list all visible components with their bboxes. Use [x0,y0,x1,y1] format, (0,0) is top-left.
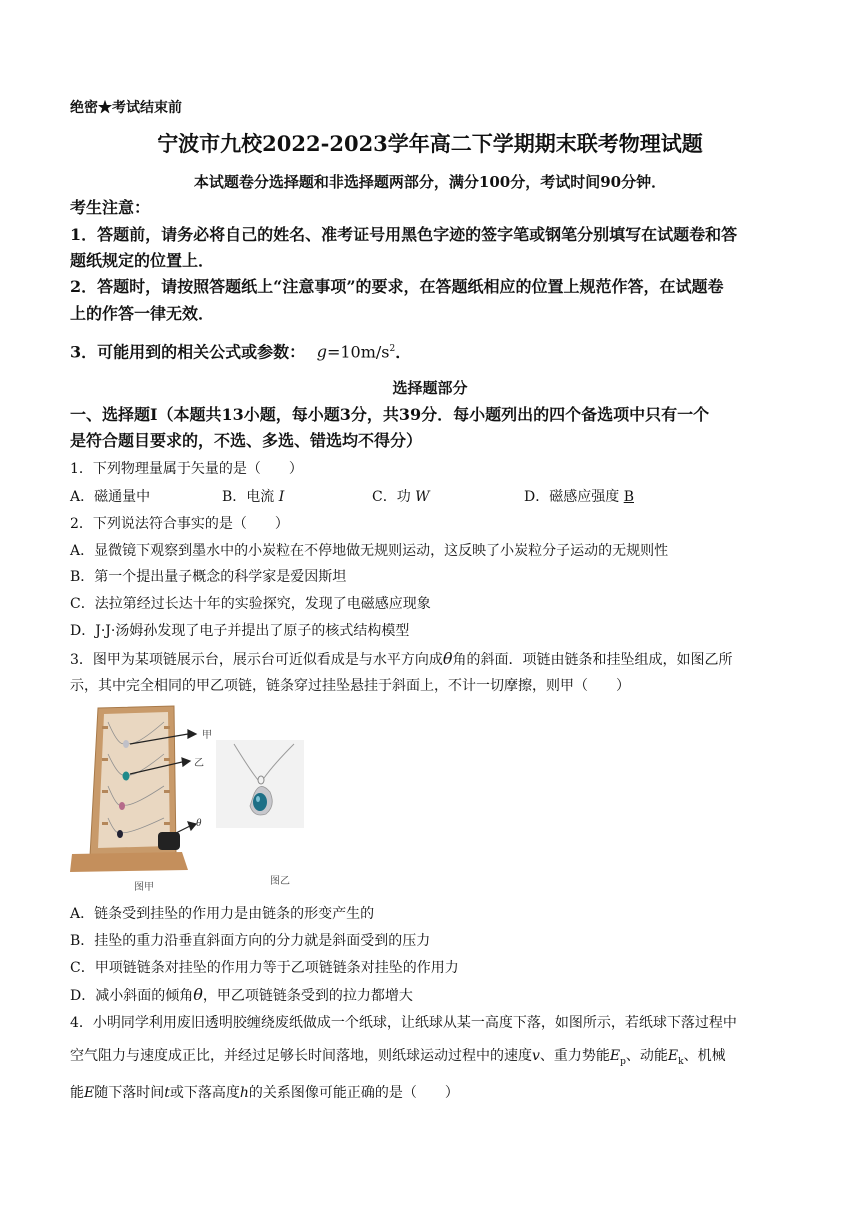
q1-option-c-text: C．功 [372,489,411,505]
q4-line-2-text-3: 、动能 [625,1048,668,1064]
q4-line-2 [70,1046,726,1072]
q1-option-d-var: B [623,489,634,505]
q1-option-d-text: D．磁感应强度 [524,489,620,505]
q4-line-3-text-4: 的关系图像可能正确的是（ ） [248,1085,459,1101]
exam-subtitle: 本试题卷分选择题和非选择题两部分，满分100分，考试时间90分钟． [193,173,667,191]
secret-label: 绝密★考试结束前 [70,100,182,116]
q4-line-3-text-2: 随下落时间 [94,1085,165,1101]
q3-option-d-text-1: D．减小斜面的倾角 [70,988,194,1004]
pendant-closeup-figure [214,740,306,890]
section-name: 选择题部分 [392,379,468,397]
notice-heading: 考生注意： [70,198,151,217]
page-title: 宁波市九校2022-2023学年高二下学期期末联考物理试题 [157,131,703,156]
q1-stem: 1．下列物理量属于矢量的是（ ） [70,461,303,477]
q1-option-c [372,487,430,507]
q4-var-e: E [84,1085,95,1101]
q1-option-b [222,487,284,507]
notice-item-2b: 上的作答一律无效． [70,304,215,323]
q2-option-b: B．第一个提出量子概念的科学家是爱因斯坦 [70,569,347,585]
q4-var-ep: E [609,1048,621,1064]
q4-var-ek: E [667,1048,679,1064]
notice-item-1b: 题纸规定的位置上． [70,251,215,270]
pendant-illustration [214,740,306,890]
fig-label-jia: 甲 [202,730,212,741]
q1-option-d [524,487,634,507]
notice-item-2a: 2．答题时，请按照答题纸上“注意事项”的要求，在答题纸相应的位置上规范作答，在试题卷 [70,277,724,296]
q4-line-1: 4．小明同学利用废旧透明胶缠绕废纸做成一个纸球，让纸球从某一高度下落，如图所示，若纸球下落过程中 [70,1015,737,1031]
notice-item-3-text: 3．可能用到的相关公式或参数： [70,342,306,362]
q4-line-3-text-1: 能 [70,1085,84,1101]
q3-stem-a-text-2: 角的斜面．项链由链条和挂坠组成，如图乙所 [452,652,733,668]
q2-option-a: A．显微镜下观察到墨水中的小炭粒在不停地做无规则运动，这反映了小炭粒分子运动的无规则性 [70,543,669,559]
q3-option-c: C．甲项链链条对挂坠的作用力等于乙项链链条对挂坠的作用力 [70,960,459,976]
q4-var-ek-sub: k [678,1056,684,1067]
q3-option-a: A．链条受到挂坠的作用力是由链条的形变产生的 [70,906,375,922]
formula-sup: 2 [389,344,396,354]
formula-eq: =10m/s [326,342,390,362]
q2-stem: 2．下列说法符合事实的是（ ） [70,516,289,532]
q3-option-d [70,985,413,1006]
fig-label-yi: 乙 [194,758,204,769]
q1-option-b-text: B．电流 [222,489,275,505]
fig-label-theta: θ [196,817,202,829]
q2-option-d: D．J·J·汤姆孙发现了电子并提出了原子的核式结构模型 [70,623,410,639]
notice-item-1a: 1．答题前，请务必将自己的姓名、准考证号用黑色字迹的签字笔或钢笔分别填写在试题卷和答 [70,225,738,244]
q4-line-2-text-4: 、机械 [683,1048,726,1064]
q4-line-3 [70,1083,459,1103]
q2-option-c: C．法拉第经过长达十年的实验探究，发现了电磁感应现象 [70,596,431,612]
q4-var-h: h [239,1085,249,1101]
section-heading-a: 一、选择题Ⅰ（本题共13小题，每小题3分，共39分．每小题列出的四个备选项中只有一个 [70,405,710,424]
q3-option-b: B．挂坠的重力沿垂直斜面方向的分力就是斜面受到的压力 [70,933,431,949]
q3-option-d-theta: θ [193,985,203,1004]
q4-line-3-text-3: 或下落高度 [169,1085,240,1101]
q3-stem-a-text-1: 3．图甲为某项链展示台，展示台可近似看成是与水平方向成 [70,652,443,668]
q4-var-v: v [532,1048,540,1064]
q1-option-c-var: W [415,489,430,505]
q4-line-2-text-2: 、重力势能 [539,1048,610,1064]
q3-stem-a [70,649,733,670]
section-heading-b: 是符合题目要求的，不选、多选、错选均不得分） [70,431,423,450]
formula-end: ． [395,342,412,362]
q4-var-t: t [164,1085,170,1101]
q4-var-ep-sub: p [620,1056,626,1067]
q1-option-a: A．磁通量中 [70,489,151,505]
q1-option-b-var: I [278,489,285,505]
notice-item-3 [70,339,411,362]
q3-theta: θ [442,649,453,668]
formula-g: g [316,342,327,362]
q4-line-2-text-1: 空气阻力与速度成正比，并经过足够长时间落地，则纸球运动过程中的速度 [70,1048,532,1064]
q3-stem-b: 示，其中完全相同的甲乙项链，链条穿过挂坠悬挂于斜面上，不计一切摩擦，则甲（ ） [70,678,630,694]
q3-option-d-text-2: ，甲乙项链链条受到的拉力都增大 [202,988,413,1004]
fig-caption-2: 图乙 [270,876,290,887]
fig-caption-1: 图甲 [134,882,154,893]
